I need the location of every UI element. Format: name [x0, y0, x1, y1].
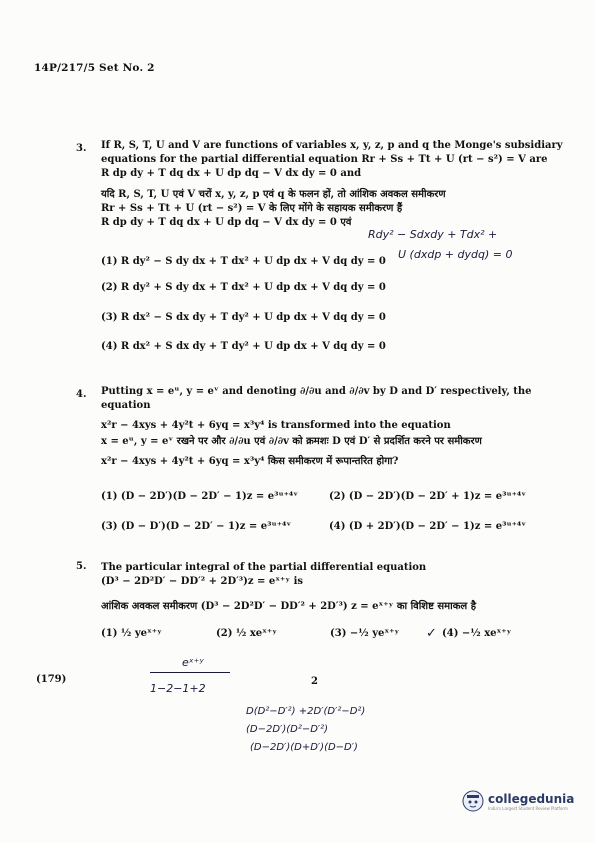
q5-option-1: (1) ½ yeˣ⁺ʸ [101, 628, 162, 639]
q3-number: 3. [76, 143, 87, 154]
q5-option-2: (2) ½ xeˣ⁺ʸ [216, 628, 278, 639]
q4-option-3: (3) (D − D′)(D − 2D′ − 1)z = e³ᵘ⁺⁴ᵛ [101, 521, 292, 532]
q3-en-line3: R dp dy + T dq dx + U dp dq − V dx dy = 0 and [101, 168, 362, 179]
header-set-no: 14P/217/5 Set No. 2 [34, 62, 155, 74]
q4-hi-line1: x = eᵘ, y = eᵛ रखने पर और ∂/∂u एवं ∂/∂v को क्रमशः D एवं D′ से प्रदर्शित करने पर समीकरण [101, 436, 482, 447]
q4-hindi [101, 435, 573, 469]
logo-tagline: India's Largest Student Review Platform [488, 805, 568, 811]
q4-number: 4. [76, 389, 87, 400]
scribble-exponential: eˣ⁺ʸ [182, 656, 204, 669]
scribble-fraction-bar [150, 672, 230, 673]
scribble-sum: 1−2−1+2 [150, 682, 206, 695]
q4-option-4: (4) (D + 2D′)(D − 2D′ − 1)z = e³ᵘ⁺⁴ᵛ [329, 521, 527, 532]
q4-option-2: (2) (D − 2D′)(D − 2D′ + 1)z = e³ᵘ⁺⁴ᵛ [329, 491, 527, 502]
scribble-factor-3: (D−2D′)(D+D′)(D−D′) [250, 742, 358, 753]
q5-en-line2: (D³ − 2D²D′ − DD′² + 2D′³)z = eˣ⁺ʸ is [101, 576, 304, 587]
paper-code: (179) [36, 674, 67, 685]
q3-handwritten-note-a: Rdy² − Sdxdy + Tdx² + [368, 228, 498, 241]
q4-english [101, 385, 573, 433]
q3-option-2: (2) R dy² + S dy dx + T dx² + U dp dx + V dq dy = 0 [101, 282, 386, 293]
q3-option-1: (1) R dy² − S dy dx + T dx² + U dp dx + V dq dy = 0 [101, 256, 386, 267]
collegedunia-logo [462, 790, 574, 812]
scribble-factor-1: D(D²−D′²) +2D′(D′²−D²) [246, 706, 366, 717]
logo-mascot-icon [462, 790, 484, 812]
page-number: 2 [311, 676, 318, 687]
q3-option-3: (3) R dx² − S dx dy + T dy² + U dp dx + V dq dy = 0 [101, 312, 386, 323]
q5-en-line1: The particular integral of the partial differential equation [101, 562, 427, 573]
q3-en-line1: If R, S, T, U and V are functions of variables x, y, z, p and q the Monge's subsidiary [101, 140, 563, 151]
q3-english [101, 139, 573, 181]
scribble-factor-2: (D−2D′)(D²−D′²) [246, 724, 329, 735]
q3-en-line2: equations for the partial differential equation Rr + Ss + Tt + U (rt − s²) = V are [101, 154, 548, 165]
q5-hindi: आंशिक अवकल समीकरण (D³ − 2D²D′ − DD′² + 2D′³) z = eˣ⁺ʸ का विशिष्ट समाकल है [101, 601, 477, 612]
q4-en-line2: x²r − 4xys + 4y²t + 6yq = x³y⁴ is transformed into the equation [101, 420, 451, 431]
logo-name: collegedunia [488, 791, 575, 806]
q5-english [101, 561, 573, 589]
q3-hi-line2: Rr + Ss + Tt + U (rt − s²) = V के लिए मोंगे के सहायक समीकरण हैं [101, 203, 403, 214]
q3-handwritten-note-b: U (dxdp + dydq) = 0 [398, 248, 513, 261]
q5-option-4: (4) −½ xeˣ⁺ʸ [442, 628, 512, 639]
q3-option-4: (4) R dx² + S dx dy + T dy² + U dp dx + V dq dy = 0 [101, 341, 386, 352]
q3-hi-line3: R dp dy + T dq dx + U dp dq − V dx dy = 0 एवं [101, 217, 352, 228]
q3-hi-line1: यदि R, S, T, U एवं V चरों x, y, z, p एवं q के फलन हों, तो आंशिक अवकल समीकरण [101, 189, 446, 200]
q4-en-line1: Putting x = eᵘ, y = eᵛ and denoting ∂/∂u and ∂/∂v by D and D′ respectively, the equation [101, 386, 532, 411]
q4-option-1: (1) (D − 2D′)(D − 2D′ − 1)z = e³ᵘ⁺⁴ᵛ [101, 491, 299, 502]
q5-number: 5. [76, 561, 87, 572]
q5-check-mark: ✓ [426, 626, 437, 641]
q4-hi-line2: x²r − 4xys + 4y²t + 6yq = x³y⁴ किस समीकरण में रूपान्तरित होगा? [101, 456, 399, 467]
q5-option-3: (3) −½ yeˣ⁺ʸ [330, 628, 400, 639]
q3-hindi [101, 188, 573, 230]
